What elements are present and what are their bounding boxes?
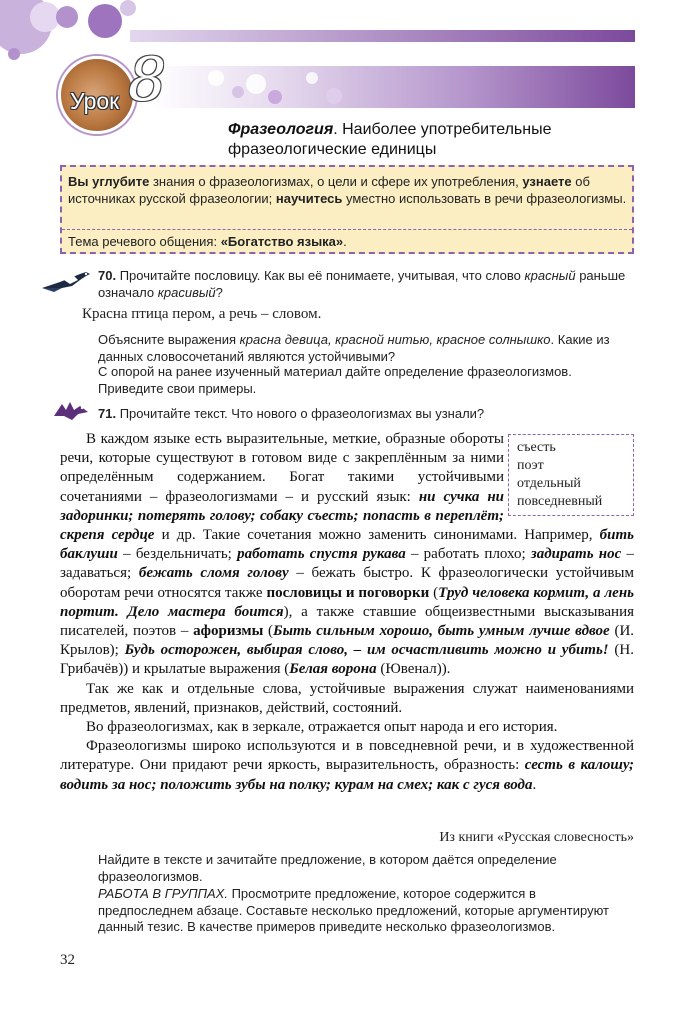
text-source: Из книги «Русская словесность» bbox=[439, 830, 634, 845]
p1-term: пословицы и поговорки bbox=[266, 584, 430, 601]
ex71-text: Прочитайте текст. Что нового о фразеологизмах вы узнали? bbox=[116, 406, 485, 421]
lesson-title bbox=[228, 120, 648, 160]
ex70-q1-end: . Какие из данных словосочетаний являются устойчивыми? bbox=[98, 332, 610, 364]
p1-idiom: бить баклуши bbox=[60, 527, 634, 563]
p1-part: – работать плохо; bbox=[405, 546, 531, 563]
title-rest: . Наиболее употребительные bbox=[333, 121, 552, 138]
ex70-q1-examples: красна девица, красной нитью, красное солнышко bbox=[239, 332, 551, 347]
header-top-band bbox=[130, 30, 635, 42]
ex70-q1-start: Объясните выражения bbox=[98, 332, 240, 347]
ex70-text1: Прочитайте пословицу. Как вы её понимаете, учитывая, что слово bbox=[116, 268, 525, 283]
lesson-label: Урок bbox=[70, 88, 120, 114]
task-2-text: Просмотрите предложение, которое содержится в предпоследнем абзаце. Составьте несколько предложений, которые аргументируют данный тезис. В качестве примеров приведите несколько фразеологизмов. bbox=[98, 886, 609, 934]
goals-divider bbox=[62, 229, 632, 230]
p1-idiom: задирать нос bbox=[530, 546, 622, 563]
goals-deepen-text: знания о фразеологизмах, о цели и сфере их употребления, bbox=[149, 174, 523, 189]
p1-idiom: Белая ворона bbox=[289, 661, 377, 678]
goals-learn-label: узнаете bbox=[522, 174, 572, 189]
reading-paragraph-3: Во фразеологизмах, как в зеркале, отражается опыт народа и его история. bbox=[86, 719, 558, 736]
speech-topic bbox=[68, 233, 347, 250]
exercise-70-question-2: С опорой на ранее изученный материал дайте определение фразеологизмов. Приведите свои примеры. bbox=[98, 364, 572, 396]
exercise-71-number: 71. bbox=[98, 406, 117, 421]
p1-term: афоризмы bbox=[193, 623, 264, 640]
vocab-word: съесть bbox=[517, 440, 556, 455]
ex70-text2: раньше означало bbox=[98, 268, 626, 300]
p1-aphorism: Будь осторожен, выбирая слово, – им осчастливить можно и убить! bbox=[124, 642, 609, 659]
wordbox-spacer bbox=[504, 430, 634, 508]
topic-end: . bbox=[343, 234, 347, 249]
goals-deepen-label: Вы углубите bbox=[68, 174, 150, 189]
vocab-word: отдельный bbox=[517, 476, 581, 491]
exercise-70-question-1 bbox=[98, 332, 634, 365]
p4-idioms: сесть в калошу; водить за нос; положить зубы на полку; курам на смех; как с гуся вода bbox=[60, 757, 634, 793]
goals-able-text: уместно использовать в речи фразеологизмы. bbox=[342, 191, 627, 206]
goals-able-label: научитесь bbox=[275, 191, 343, 206]
ex70-word2: красивый bbox=[157, 284, 216, 300]
proverb: Красна птица пером, а речь – словом. bbox=[82, 306, 322, 322]
page-number: 32 bbox=[60, 952, 75, 968]
p1-idiom: бежать сломя голову bbox=[138, 565, 289, 582]
bird-icon bbox=[52, 398, 90, 422]
topic-label: Тема речевого общения: bbox=[68, 234, 221, 249]
p1-part: – задаваться; bbox=[60, 546, 635, 582]
goals-text bbox=[68, 173, 630, 207]
p1-part: – бежать быстро. К фразеологически устойчивым оборотам речи относятся также bbox=[60, 565, 634, 601]
p1-aphorism: Быть сильным хорошо, быть умным лучше вдвое bbox=[273, 623, 610, 640]
title-keyword: Фразеология bbox=[228, 121, 334, 138]
p1-part: (И. Крылов); bbox=[60, 623, 635, 659]
exercise-70-number: 70. bbox=[98, 268, 117, 283]
reading-paragraph-4 bbox=[60, 737, 634, 795]
p1-proverbs: Труд человека кормит, а лень портит. Дело мастера боится bbox=[60, 584, 634, 620]
task-2 bbox=[98, 886, 634, 936]
task-2-label: РАБОТА В ГРУППАХ. bbox=[98, 886, 228, 901]
vocab-word: повседневный bbox=[517, 494, 603, 509]
p1-part: ( bbox=[263, 623, 274, 640]
p1-part: ), а также ставшие общеизвестными высказывания писателей, поэтов – bbox=[60, 603, 634, 640]
lesson-goals-box bbox=[60, 165, 634, 254]
p1-part: В каждом языке есть выразительные, меткие, образные обороты речи, которые существуют в готовом виде с закреплённым за ними определённым содержанием. Богат такими устойчивыми сочетаниями – фразеологизмами – и русский язык: bbox=[60, 431, 504, 505]
exercise-70-prompt bbox=[98, 268, 634, 301]
p1-part: (Ювенал)). bbox=[376, 661, 451, 678]
reading-text bbox=[60, 430, 634, 795]
ex70-text3: ? bbox=[215, 284, 223, 300]
ex70-word1: красный bbox=[524, 268, 576, 283]
topic-value: «Богатство языка» bbox=[220, 234, 344, 249]
lesson-number: 8 bbox=[128, 45, 167, 115]
p1-idioms: ни сучка ни задоринки; потерять голову; собаку съесть; попасть в переплёт; скрепя сердце bbox=[60, 488, 505, 544]
p1-part: и др. Такие сочетания можно заменить синонимами. Например, bbox=[154, 527, 600, 544]
exercise-71-prompt bbox=[98, 406, 634, 423]
header-band bbox=[150, 66, 635, 108]
title-line2: фразеологические единицы bbox=[228, 141, 437, 158]
magpie-icon bbox=[40, 266, 92, 296]
goals-learn-text: об источниках русской фразеологии; bbox=[68, 174, 590, 206]
vocab-word: поэт bbox=[517, 458, 544, 473]
p1-part: (Н. Грибачёв)) и крылатые выражения ( bbox=[60, 642, 634, 678]
p1-part: – бездельничать; bbox=[117, 546, 238, 563]
reading-paragraph-2: Так же как и отдельные слова, устойчивые выражения служат наименованиями предметов, явлений, признаков, действий, состояний. bbox=[60, 680, 634, 716]
p1-idiom: работать спустя рукава bbox=[237, 546, 406, 563]
p4-part: Фразеологизмы широко используются и в повседневной речи, и в художественной литературе. Они придают речи яркость, выразительность, образность: bbox=[60, 738, 634, 774]
p4-part: . bbox=[532, 776, 537, 793]
p1-part: ( bbox=[429, 584, 439, 601]
task-1: Найдите в тексте и зачитайте предложение, в котором даётся определение фразеологизмов. bbox=[98, 852, 557, 884]
